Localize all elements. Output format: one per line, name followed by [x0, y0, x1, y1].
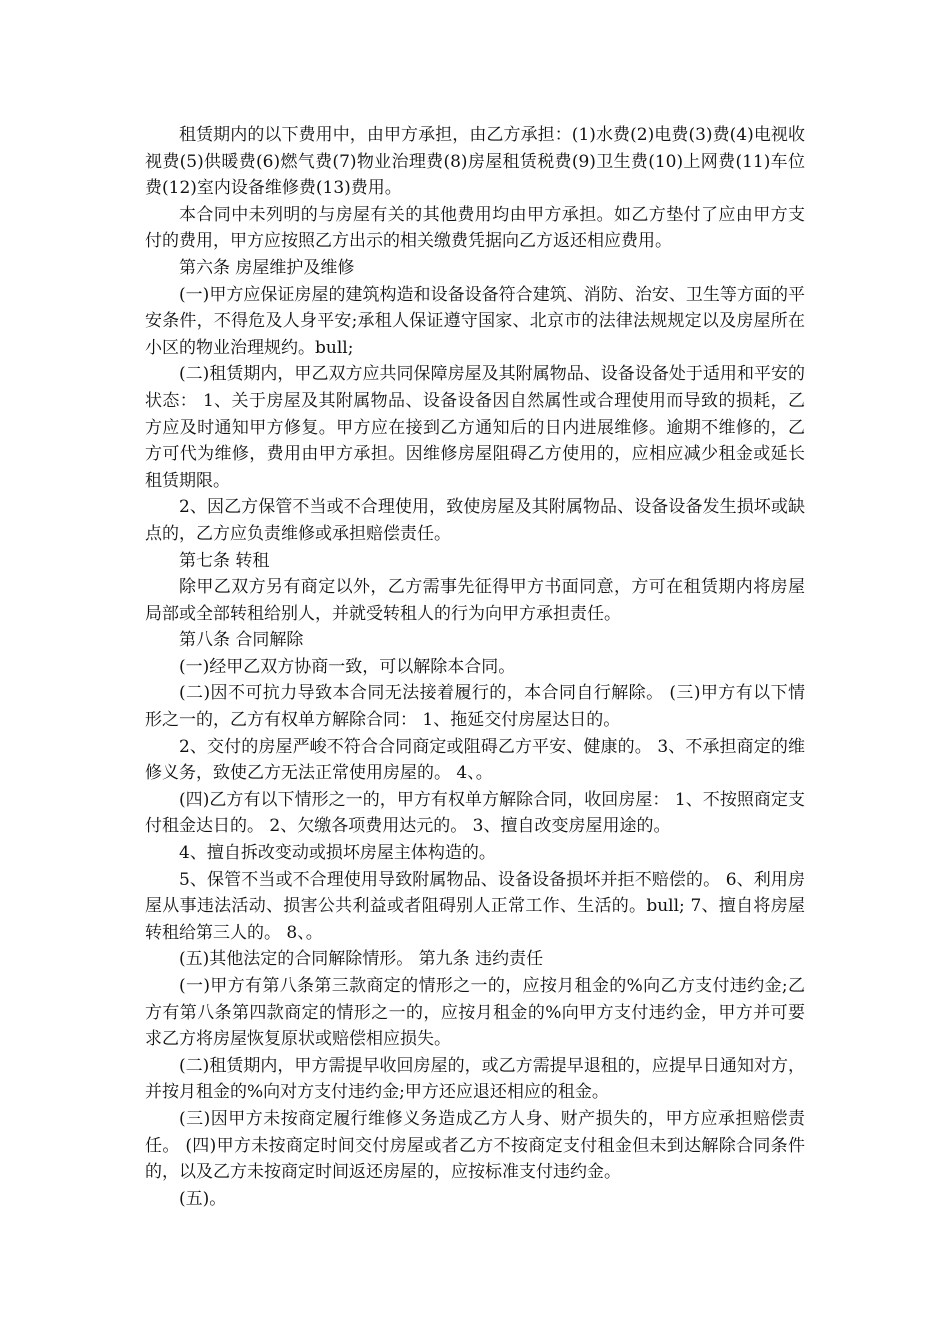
paragraph-8-4-5: 5、保管不当或不合理使用导致附属物品、设备设备损坏并拒不赔偿的。 6、利用房屋从事违法活动、损害公共利益或者阻碍别人正常工作、生活的。bull; 7、擅自将房屋转租给第三人的。 8、。: [145, 869, 805, 943]
section-heading-8: 第八条 合同解除: [179, 630, 304, 651]
section-heading-7: 第七条 转租: [179, 550, 270, 571]
paragraph-8-3-2: 2、交付的房屋严峻不符合合同商定或阻碍乙方平安、健康的。 3、不承担商定的维修义务，致使乙方无法正常使用房屋的。 4、。: [145, 736, 805, 784]
paragraph-9-3: (三)因甲方未按商定履行维修义务造成乙方人身、财产损失的，甲方应承担赔偿责任。 (四)甲方未按商定时间交付房屋或者乙方不按商定支付租金但未到达解除合同条件的，以及乙方未按商定时间返还房屋的，应按标准支付违约金。: [145, 1108, 805, 1183]
document-body: [145, 122, 805, 1212]
paragraph-9-5: (五)。: [179, 1188, 227, 1209]
paragraph-8-4: (四)乙方有以下情形之一的，甲方有权单方解除合同，收回房屋： 1、不按照商定支付租金达日的。 2、欠缴各项费用达元的。 3、擅自改变房屋用途的。: [145, 789, 805, 837]
paragraph-other-fees: 本合同中未列明的与房屋有关的其他费用均由甲方承担。如乙方垫付了应由甲方支付的费用，甲方应按照乙方出示的相关缴费凭据向乙方返还相应费用。: [145, 204, 805, 252]
paragraph-9-2: (二)租赁期内，甲方需提早收回房屋的，或乙方需提早退租的，应提早日通知对方，并按月租金的%向对方支付违约金;甲方还应退还相应的租金。: [145, 1055, 805, 1103]
paragraph-6-1: (一)甲方应保证房屋的建筑构造和设备设备符合建筑、消防、治安、卫生等方面的平安条件，不得危及人身平安;承租人保证遵守国家、北京市的法律法规规定以及房屋所在小区的物业治理规约。bull;: [145, 284, 805, 358]
paragraph-8-2: (二)因不可抗力导致本合同无法接着履行的，本合同自行解除。 (三)甲方有以下情形之一的，乙方有权单方解除合同： 1、拖延交付房屋达日的。: [145, 683, 805, 731]
section-heading-6: 第六条 房屋维护及维修: [179, 257, 355, 278]
paragraph-8-4-4: 4、擅自拆改变动或损坏房屋主体构造的。: [179, 843, 496, 864]
paragraph-fees: 租赁期内的以下费用中，由甲方承担，由乙方承担：(1)水费(2)电费(3)费(4)电视收视费(5)供暖费(6)燃气费(7)物业治理费(8)房屋租赁税费(9)卫生费(10)上网费(11)车位费(12)室内设备维修费(13)费用。: [145, 125, 805, 199]
paragraph-7: 除甲乙双方另有商定以外，乙方需事先征得甲方书面同意，方可在租赁期内将房屋局部或全部转租给别人，并就受转租人的行为向甲方承担责任。: [145, 577, 805, 624]
paragraph-6-2: (二)租赁期内，甲乙双方应共同保障房屋及其附属物品、设备设备处于适用和平安的状态： 1、关于房屋及其附属物品、设备设备因自然属性或合理使用而导致的损耗，乙方应及时通知甲方修复。甲方应在接到乙方通知后的日内进展维修。逾期不维修的，乙方可代为维修，费用由甲方承担。因维修房屋阻碍乙方使用的，应相应减少租金或延长租赁期限。: [145, 364, 805, 491]
paragraph-6-2-2: 2、因乙方保管不当或不合理使用，致使房屋及其附属物品、设备设备发生损坏或缺点的，乙方应负责维修或承担赔偿责任。: [145, 497, 805, 544]
paragraph-8-5: (五)其他法定的合同解除情形。 第九条 违约责任: [179, 949, 544, 970]
paragraph-9-1: (一)甲方有第八条第三款商定的情形之一的，应按月租金的%向乙方支付违约金;乙方有第八条第四款商定的情形之一的，应按月租金的%向甲方支付违约金，甲方并可要求乙方将房屋恢复原状或赔偿相应损失。: [145, 976, 805, 1050]
paragraph-8-1: (一)经甲乙双方协商一致，可以解除本合同。: [179, 656, 516, 677]
